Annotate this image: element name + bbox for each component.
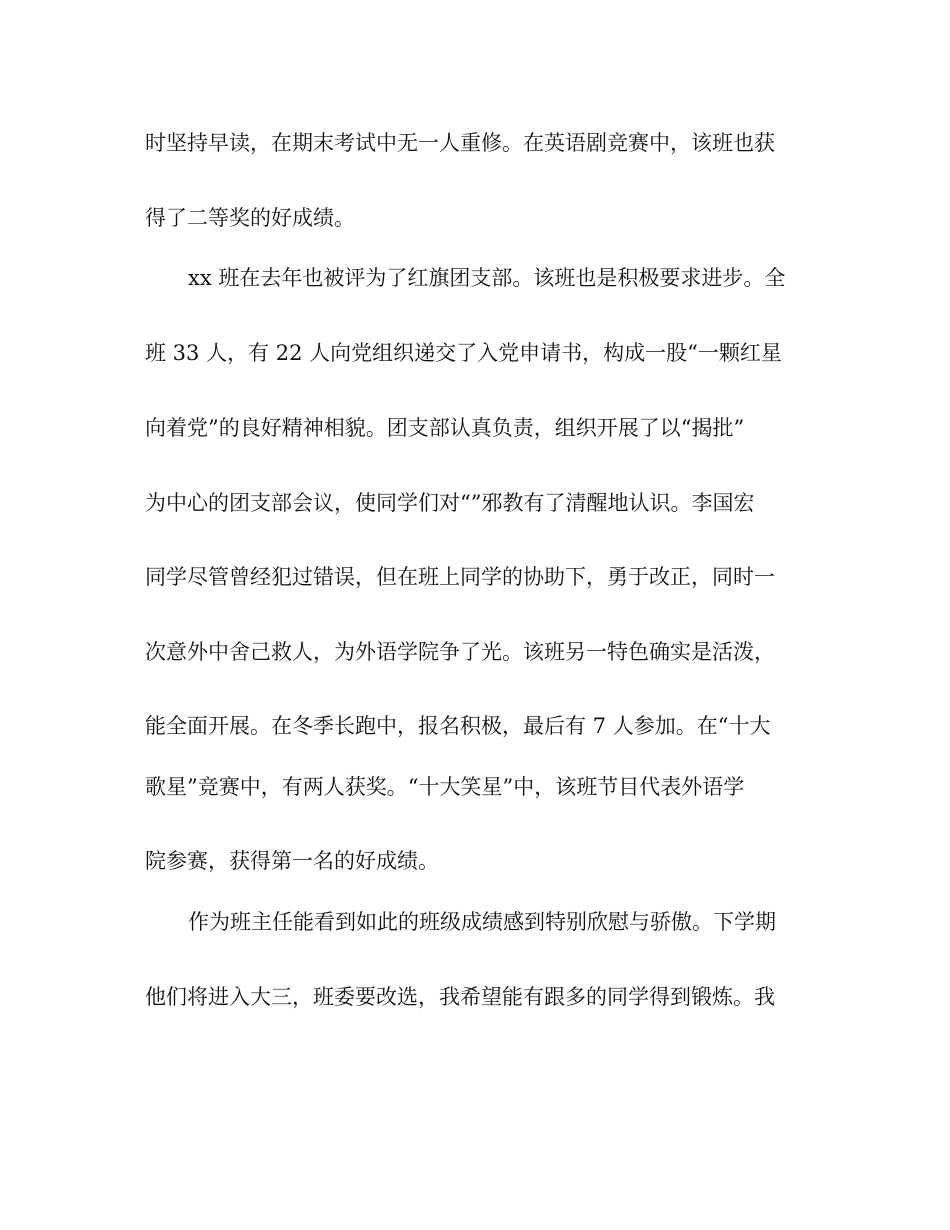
text-line: 得了二等奖的好成绩。 [145, 206, 355, 230]
text-line: 时坚持早读，在期末考试中无一人重修。在英语剧竞赛中，该班也获 [145, 131, 775, 155]
text-line: 他们将进入大三，班委要改选，我希望能有跟多的同学得到锻炼。我 [145, 985, 775, 1009]
paragraph-start-line: xx 班在去年也被评为了红旗团支部。该班也是积极要求进步。全 [188, 266, 786, 290]
text-line: 歌星”竞赛中，有两人获奖。“十大笑星”中，该班节目代表外语学 [145, 775, 745, 799]
text-line: 次意外中舍己救人，为外语学院争了光。该班另一特色确实是活泼， [145, 640, 775, 664]
text-line: 能全面开展。在冬季长跑中，报名积极，最后有 7 人参加。在“十大 [145, 714, 771, 738]
text-line: 向着党”的良好精神相貌。团支部认真负责，组织开展了以“揭批” [145, 416, 745, 440]
text-line: 同学尽管曾经犯过错误，但在班上同学的协助下，勇于改正，同时一 [145, 565, 775, 589]
paragraph-start-line: 作为班主任能看到如此的班级成绩感到特别欣慰与骄傲。下学期 [188, 910, 776, 934]
text-line: 院参赛，获得第一名的好成绩。 [145, 849, 439, 873]
text-line: 班 33 人，有 22 人向党组织递交了入党申请书，构成一股“一颗红星 [145, 341, 782, 365]
text-line: 为中心的团支部会议，使同学们对“”邪教有了清醒地认识。李国宏 [145, 491, 755, 515]
